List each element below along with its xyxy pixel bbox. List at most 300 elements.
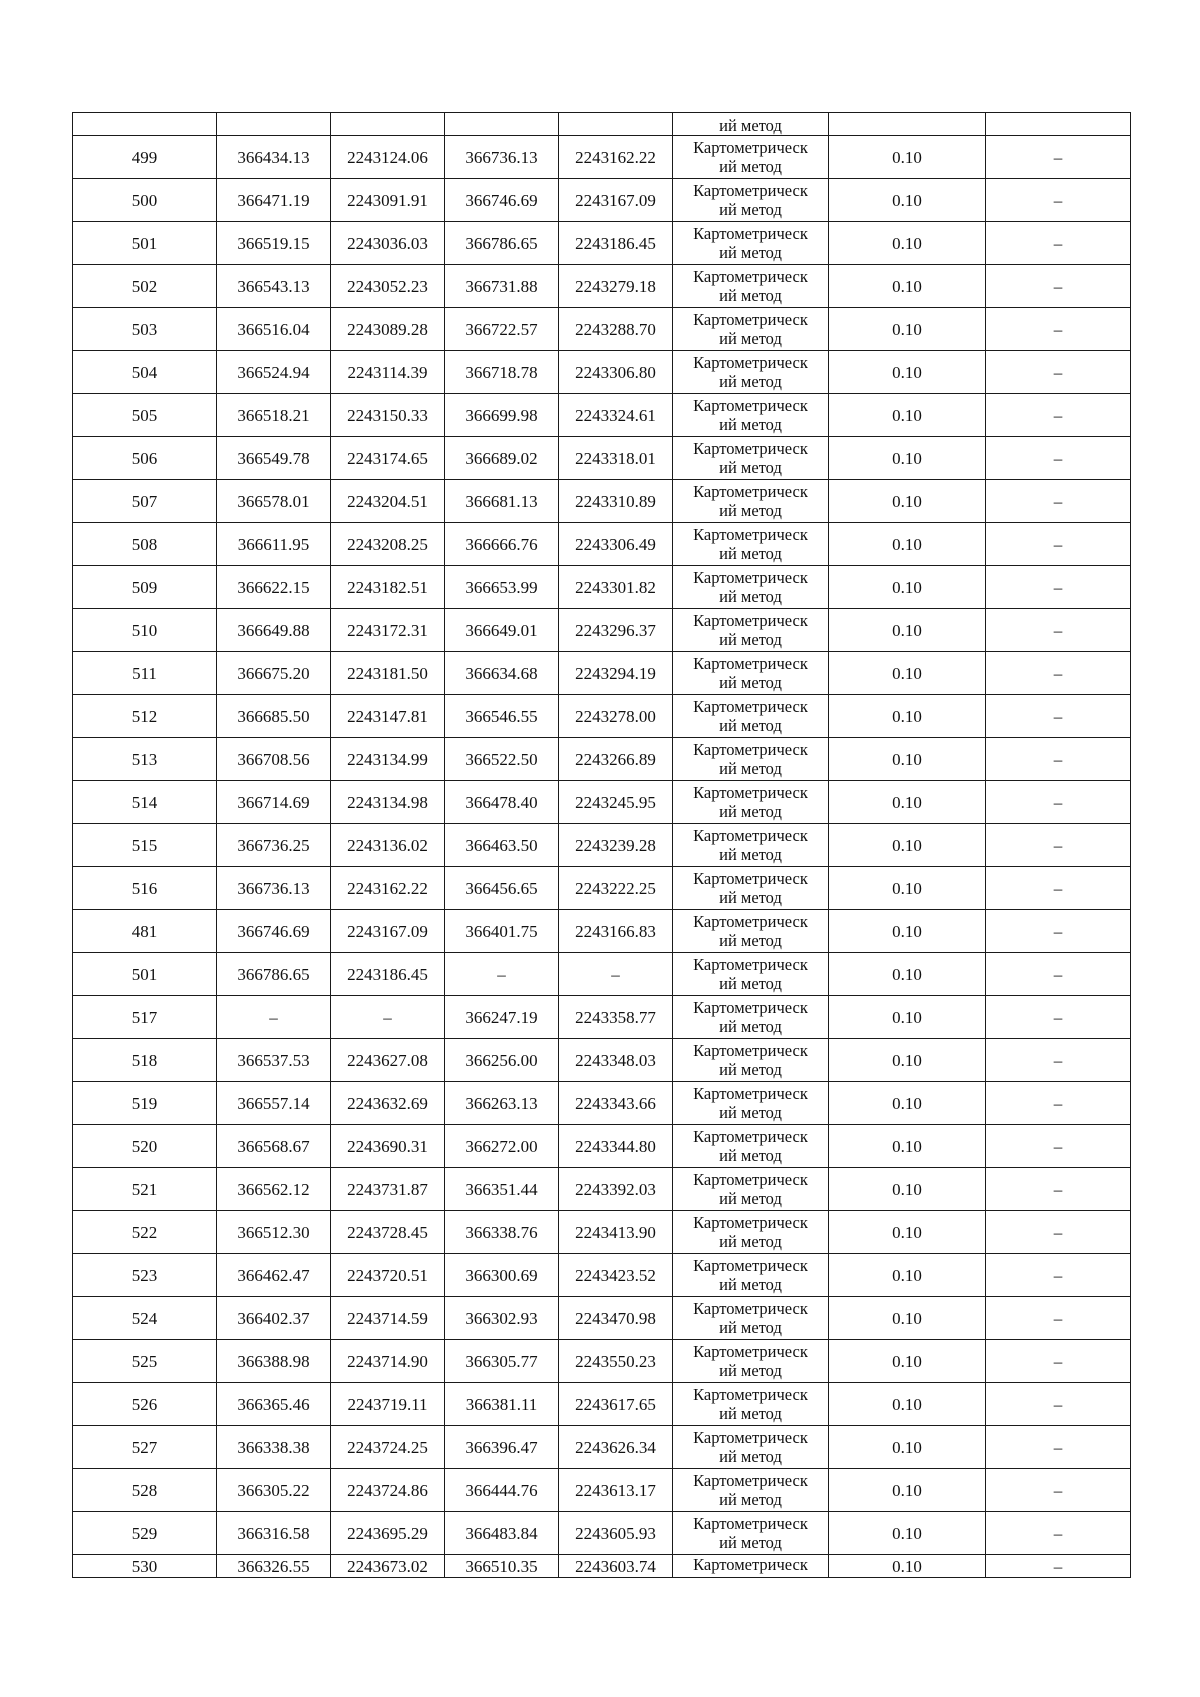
cell-y2: 2243348.03: [559, 1039, 673, 1082]
method-line1: Картометрическ: [693, 1213, 808, 1232]
cell-accuracy: 0.10: [829, 222, 986, 265]
method-line2: ий метод: [719, 372, 782, 391]
cell-accuracy: 0.10: [829, 179, 986, 222]
cell-x2: –: [445, 953, 559, 996]
method-line2: ий метод: [719, 716, 782, 735]
cell-point-number: 527: [73, 1426, 217, 1469]
cell-point-number: 513: [73, 738, 217, 781]
method-line1: Картометрическ: [693, 1299, 808, 1318]
cell-x1: 366434.13: [217, 136, 331, 179]
method-line2: ий метод: [719, 845, 782, 864]
table-row: [73, 867, 1131, 910]
table-row: [73, 824, 1131, 867]
method-line1: Картометрическ: [693, 1127, 808, 1146]
cell-x2: 366634.68: [445, 652, 559, 695]
cell-x2: 366263.13: [445, 1082, 559, 1125]
cell-point-number: 507: [73, 480, 217, 523]
cell-method: [673, 1082, 829, 1125]
cell-x1: 366708.56: [217, 738, 331, 781]
table-row-partial: [73, 1555, 1131, 1578]
cell-point-number: 526: [73, 1383, 217, 1426]
method-line2: ий метод: [719, 1146, 782, 1165]
cell-method: [673, 265, 829, 308]
method-line2: ий метод: [719, 1318, 782, 1337]
cell-accuracy: 0.10: [829, 996, 986, 1039]
cell-point-number: 520: [73, 1125, 217, 1168]
cell-accuracy: 0.10: [829, 566, 986, 609]
method-line2: ий метод: [719, 157, 782, 176]
cell-y1: –: [331, 996, 445, 1039]
cell-y1: 2243150.33: [331, 394, 445, 437]
cell-x1: 366685.50: [217, 695, 331, 738]
cell-x2: 366718.78: [445, 351, 559, 394]
cell-note: –: [986, 652, 1131, 695]
method-line1: Картометрическ: [693, 224, 808, 243]
method-line1: Картометрическ: [693, 310, 808, 329]
method-line2: ий метод: [719, 1232, 782, 1251]
cell-y1: 2243052.23: [331, 265, 445, 308]
method-line2: ий метод: [719, 888, 782, 907]
cell-note: –: [986, 480, 1131, 523]
cell-x1: 366537.53: [217, 1039, 331, 1082]
cell-note: –: [986, 910, 1131, 953]
table-row: [73, 1082, 1131, 1125]
cell-note: –: [986, 179, 1131, 222]
cell-x2: 366649.01: [445, 609, 559, 652]
cell-point-number: 510: [73, 609, 217, 652]
cell-y2: [559, 113, 673, 136]
cell-point-number: 508: [73, 523, 217, 566]
cell-accuracy: 0.10: [829, 1469, 986, 1512]
method-line1: Картометрическ: [693, 740, 808, 759]
cell-point-number: 525: [73, 1340, 217, 1383]
cell-point-number: 515: [73, 824, 217, 867]
method-line2: ий метод: [719, 1404, 782, 1423]
cell-x1: 366305.22: [217, 1469, 331, 1512]
cell-point-number: 505: [73, 394, 217, 437]
cell-note: –: [986, 1039, 1131, 1082]
cell-y2: 2243343.66: [559, 1082, 673, 1125]
method-line1: Картометрическ: [693, 955, 808, 974]
cell-y2: 2243239.28: [559, 824, 673, 867]
cell-x2: 366746.69: [445, 179, 559, 222]
cell-y1: 2243134.98: [331, 781, 445, 824]
method-line2: ий метод: [719, 974, 782, 993]
method-line2: ий метод: [719, 200, 782, 219]
method-line2: ий метод: [719, 286, 782, 305]
cell-x2: 366522.50: [445, 738, 559, 781]
cell-x2: 366653.99: [445, 566, 559, 609]
cell-note: –: [986, 308, 1131, 351]
cell-y2: 2243278.00: [559, 695, 673, 738]
cell-x1: 366471.19: [217, 179, 331, 222]
cell-accuracy: 0.10: [829, 609, 986, 652]
cell-y1: 2243714.90: [331, 1340, 445, 1383]
cell-x1: 366338.38: [217, 1426, 331, 1469]
cell-method: [673, 222, 829, 265]
cell-note: –: [986, 1512, 1131, 1555]
cell-x1: 366549.78: [217, 437, 331, 480]
cell-x1: 366568.67: [217, 1125, 331, 1168]
cell-y1: 2243720.51: [331, 1254, 445, 1297]
method-line1: Картометрическ: [693, 697, 808, 716]
cell-note: –: [986, 867, 1131, 910]
cell-x2: 366381.11: [445, 1383, 559, 1426]
method-line2: ий метод: [719, 458, 782, 477]
cell-method: [673, 1168, 829, 1211]
cell-accuracy: 0.10: [829, 394, 986, 437]
cell-x1: [217, 113, 331, 136]
cell-y2: 2243222.25: [559, 867, 673, 910]
cell-y2: 2243296.37: [559, 609, 673, 652]
cell-method: [673, 953, 829, 996]
cell-method: [673, 910, 829, 953]
method-line1: Картометрическ: [693, 783, 808, 802]
cell-point-number: 522: [73, 1211, 217, 1254]
table-row: [73, 1297, 1131, 1340]
cell-point-number: 512: [73, 695, 217, 738]
cell-note: –: [986, 609, 1131, 652]
cell-note: –: [986, 1469, 1131, 1512]
cell-method: Картометрическ: [673, 1555, 829, 1578]
cell-method: [673, 738, 829, 781]
cell-x1: 366746.69: [217, 910, 331, 953]
cell-point-number: 523: [73, 1254, 217, 1297]
method-line1: Картометрическ: [693, 1256, 808, 1275]
cell-x1: 366316.58: [217, 1512, 331, 1555]
method-line2: ий метод: [719, 501, 782, 520]
cell-y1: 2243731.87: [331, 1168, 445, 1211]
cell-x1: –: [217, 996, 331, 1039]
table-row: [73, 437, 1131, 480]
method-line2: ий метод: [719, 1490, 782, 1509]
cell-y1: 2243728.45: [331, 1211, 445, 1254]
cell-accuracy: 0.10: [829, 953, 986, 996]
cell-accuracy: 0.10: [829, 1039, 986, 1082]
cell-y1: 2243162.22: [331, 867, 445, 910]
cell-method: [673, 1039, 829, 1082]
cell-accuracy: 0.10: [829, 910, 986, 953]
cell-y2: 2243294.19: [559, 652, 673, 695]
cell-y1: 2243134.99: [331, 738, 445, 781]
cell-point-number: [73, 113, 217, 136]
cell-point-number: 524: [73, 1297, 217, 1340]
cell-accuracy: 0.10: [829, 652, 986, 695]
table-body: [73, 113, 1131, 1578]
cell-point-number: 500: [73, 179, 217, 222]
cell-accuracy: 0.10: [829, 136, 986, 179]
cell-x2: 366463.50: [445, 824, 559, 867]
cell-x1: 366736.13: [217, 867, 331, 910]
table-row: [73, 136, 1131, 179]
cell-y1: 2243182.51: [331, 566, 445, 609]
method-line1: Картометрическ: [693, 654, 808, 673]
cell-point-number: 518: [73, 1039, 217, 1082]
cell-x2: 366300.69: [445, 1254, 559, 1297]
cell-accuracy: 0.10: [829, 1383, 986, 1426]
table-row: [73, 1383, 1131, 1426]
cell-y1: 2243172.31: [331, 609, 445, 652]
cell-y2: 2243162.22: [559, 136, 673, 179]
cell-accuracy: 0.10: [829, 523, 986, 566]
cell-y1: 2243208.25: [331, 523, 445, 566]
cell-accuracy: 0.10: [829, 351, 986, 394]
cell-y2: –: [559, 953, 673, 996]
table-row: [73, 781, 1131, 824]
cell-y1: 2243714.59: [331, 1297, 445, 1340]
table-row: [73, 910, 1131, 953]
cell-accuracy: 0.10: [829, 1168, 986, 1211]
table-row: [73, 953, 1131, 996]
table-row: [73, 1168, 1131, 1211]
cell-point-number: 528: [73, 1469, 217, 1512]
cell-accuracy: 0.10: [829, 1254, 986, 1297]
cell-x2: 366456.65: [445, 867, 559, 910]
method-line1: Картометрическ: [693, 439, 808, 458]
cell-x2: 366305.77: [445, 1340, 559, 1383]
cell-point-number: 521: [73, 1168, 217, 1211]
cell-accuracy: 0.10: [829, 824, 986, 867]
cell-x1: 366736.25: [217, 824, 331, 867]
method-line2: ий метод: [719, 1447, 782, 1466]
cell-note: –: [986, 566, 1131, 609]
cell-method: [673, 480, 829, 523]
cell-y2: 2243310.89: [559, 480, 673, 523]
cell-x2: 366247.19: [445, 996, 559, 1039]
cell-method: [673, 1426, 829, 1469]
cell-point-number: 504: [73, 351, 217, 394]
cell-y2: 2243306.80: [559, 351, 673, 394]
method-line2: ий метод: [719, 329, 782, 348]
method-line2: ий метод: [719, 1533, 782, 1552]
table-row: [73, 179, 1131, 222]
cell-accuracy: 0.10: [829, 1512, 986, 1555]
cell-note: –: [986, 1297, 1131, 1340]
cell-x1: 366402.37: [217, 1297, 331, 1340]
table-row: [73, 1512, 1131, 1555]
method-line2: ий метод: [719, 759, 782, 778]
cell-y1: 2243186.45: [331, 953, 445, 996]
cell-note: –: [986, 953, 1131, 996]
method-line1: Картометрическ: [693, 869, 808, 888]
cell-x2: 366510.35: [445, 1555, 559, 1578]
method-line2: ий метод: [719, 1060, 782, 1079]
cell-y1: 2243724.25: [331, 1426, 445, 1469]
cell-y2: 2243550.23: [559, 1340, 673, 1383]
cell-accuracy: 0.10: [829, 1340, 986, 1383]
cell-note: –: [986, 1383, 1131, 1426]
cell-note: –: [986, 351, 1131, 394]
cell-y2: 2243413.90: [559, 1211, 673, 1254]
cell-note: –: [986, 394, 1131, 437]
method-line2: ий метод: [719, 1017, 782, 1036]
cell-accuracy: 0.10: [829, 738, 986, 781]
cell-y1: 2243036.03: [331, 222, 445, 265]
method-line2: ий метод: [719, 673, 782, 692]
cell-x2: 366302.93: [445, 1297, 559, 1340]
cell-point-number: 503: [73, 308, 217, 351]
cell-point-number: 509: [73, 566, 217, 609]
table-row-continued: [73, 113, 1131, 136]
cell-x2: 366666.76: [445, 523, 559, 566]
table-row: [73, 523, 1131, 566]
cell-y2: 2243470.98: [559, 1297, 673, 1340]
cell-x2: 366478.40: [445, 781, 559, 824]
cell-x1: 366519.15: [217, 222, 331, 265]
method-line2: ий метод: [719, 931, 782, 950]
cell-x2: 366272.00: [445, 1125, 559, 1168]
cell-x2: 366786.65: [445, 222, 559, 265]
cell-y2: 2243245.95: [559, 781, 673, 824]
cell-point-number: 481: [73, 910, 217, 953]
cell-x1: 366611.95: [217, 523, 331, 566]
table-row: [73, 351, 1131, 394]
cell-method: [673, 308, 829, 351]
cell-y1: 2243089.28: [331, 308, 445, 351]
cell-x1: 366562.12: [217, 1168, 331, 1211]
cell-note: –: [986, 136, 1131, 179]
cell-y1: 2243114.39: [331, 351, 445, 394]
cell-point-number: 506: [73, 437, 217, 480]
cell-note: –: [986, 824, 1131, 867]
cell-method: [673, 1297, 829, 1340]
table-row: [73, 480, 1131, 523]
cell-method: [673, 113, 829, 136]
cell-accuracy: 0.10: [829, 1297, 986, 1340]
cell-y1: 2243627.08: [331, 1039, 445, 1082]
cell-accuracy: 0.10: [829, 867, 986, 910]
cell-y1: 2243632.69: [331, 1082, 445, 1125]
cell-method: [673, 136, 829, 179]
cell-point-number: 516: [73, 867, 217, 910]
cell-x2: 366351.44: [445, 1168, 559, 1211]
cell-note: –: [986, 1426, 1131, 1469]
cell-x1: 366524.94: [217, 351, 331, 394]
cell-accuracy: 0.10: [829, 1125, 986, 1168]
method-line1: Картометрическ: [693, 1385, 808, 1404]
method-line1: Картометрическ: [693, 568, 808, 587]
cell-y1: 2243673.02: [331, 1555, 445, 1578]
cell-point-number: 529: [73, 1512, 217, 1555]
method-line1: Картометрическ: [693, 525, 808, 544]
cell-y2: 2243186.45: [559, 222, 673, 265]
cell-x2: [445, 113, 559, 136]
cell-method: [673, 523, 829, 566]
cell-x2: 366483.84: [445, 1512, 559, 1555]
table-row: [73, 1211, 1131, 1254]
cell-accuracy: 0.10: [829, 1082, 986, 1125]
cell-note: –: [986, 1555, 1131, 1578]
method-line1: Картометрическ: [693, 396, 808, 415]
table-row: [73, 1254, 1131, 1297]
table-row: [73, 695, 1131, 738]
method-line1: Картометрическ: [693, 138, 808, 157]
table-row: [73, 738, 1131, 781]
cell-method: [673, 351, 829, 394]
cell-note: –: [986, 1340, 1131, 1383]
cell-y1: 2243167.09: [331, 910, 445, 953]
cell-point-number: 519: [73, 1082, 217, 1125]
cell-x1: 366388.98: [217, 1340, 331, 1383]
cell-note: –: [986, 996, 1131, 1039]
cell-method: [673, 1340, 829, 1383]
cell-y2: 2243605.93: [559, 1512, 673, 1555]
cell-y2: 2243166.83: [559, 910, 673, 953]
cell-note: –: [986, 695, 1131, 738]
cell-accuracy: 0.10: [829, 781, 986, 824]
cell-accuracy: 0.10: [829, 308, 986, 351]
cell-method: [673, 1512, 829, 1555]
table-row: [73, 996, 1131, 1039]
cell-y1: 2243719.11: [331, 1383, 445, 1426]
cell-y1: 2243181.50: [331, 652, 445, 695]
cell-accuracy: 0.10: [829, 695, 986, 738]
table-row: [73, 222, 1131, 265]
method-line2: ий метод: [719, 1103, 782, 1122]
cell-accuracy: [829, 113, 986, 136]
cell-y2: 2243288.70: [559, 308, 673, 351]
cell-x2: 366256.00: [445, 1039, 559, 1082]
table-row: [73, 609, 1131, 652]
cell-y2: 2243603.74: [559, 1555, 673, 1578]
method-line1: Картометрическ: [693, 482, 808, 501]
cell-accuracy: 0.10: [829, 265, 986, 308]
table-row: [73, 394, 1131, 437]
cell-note: –: [986, 1082, 1131, 1125]
cell-accuracy: 0.10: [829, 1555, 986, 1578]
cell-x1: 366326.55: [217, 1555, 331, 1578]
cell-y2: 2243344.80: [559, 1125, 673, 1168]
cell-y1: 2243136.02: [331, 824, 445, 867]
cell-method: [673, 1125, 829, 1168]
cell-note: –: [986, 265, 1131, 308]
method-line1: Картометрическ: [693, 912, 808, 931]
method-line2: ий метод: [719, 1189, 782, 1208]
cell-method: [673, 867, 829, 910]
cell-method: [673, 781, 829, 824]
cell-y2: 2243423.52: [559, 1254, 673, 1297]
cell-x1: 366365.46: [217, 1383, 331, 1426]
cell-point-number: 499: [73, 136, 217, 179]
method-line1: Картометрическ: [693, 1471, 808, 1490]
method-line2: ий метод: [719, 544, 782, 563]
method-line1: Картометрическ: [693, 181, 808, 200]
cell-y1: 2243091.91: [331, 179, 445, 222]
cell-method: [673, 1383, 829, 1426]
method-line1: Картометрическ: [693, 1342, 808, 1361]
cell-note: –: [986, 1168, 1131, 1211]
cell-y2: 2243306.49: [559, 523, 673, 566]
method-line2: ий метод: [719, 243, 782, 262]
method-line1: Картометрическ: [693, 1170, 808, 1189]
cell-method: [673, 609, 829, 652]
coordinates-table: [72, 112, 1131, 1578]
cell-note: –: [986, 437, 1131, 480]
cell-x1: 366578.01: [217, 480, 331, 523]
method-text: ий метод: [719, 116, 782, 135]
table-row: [73, 652, 1131, 695]
cell-method: [673, 394, 829, 437]
cell-y2: 2243266.89: [559, 738, 673, 781]
cell-y2: 2243626.34: [559, 1426, 673, 1469]
method-line1: Картометрическ: [693, 826, 808, 845]
cell-note: –: [986, 1125, 1131, 1168]
table-row: [73, 1039, 1131, 1082]
cell-y2: 2243392.03: [559, 1168, 673, 1211]
cell-x2: 366731.88: [445, 265, 559, 308]
cell-y2: 2243358.77: [559, 996, 673, 1039]
cell-point-number: 511: [73, 652, 217, 695]
